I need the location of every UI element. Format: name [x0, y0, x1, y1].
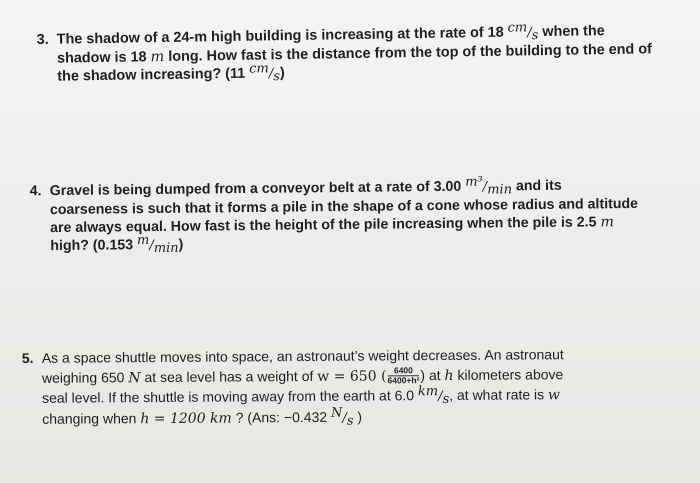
unit-numerator: cm	[249, 61, 269, 77]
problem-5	[21, 345, 564, 430]
fraction	[387, 366, 419, 385]
unit-denominator: s	[442, 391, 450, 408]
problem-number: 3.	[36, 31, 49, 48]
problem-text: )	[357, 408, 363, 425]
problem-text: ? (Ans: −0.432	[235, 408, 328, 425]
math-variable: m	[150, 48, 165, 66]
problem-text: the shadow increasing? (11	[57, 65, 246, 85]
problem-text: shadow is 18	[56, 49, 147, 67]
problem-3	[36, 20, 653, 86]
problem-text: at sea level has a weight of	[144, 367, 314, 385]
unit-denominator: s	[346, 413, 354, 429]
unit-numerator: m	[136, 233, 150, 249]
unit-numerator: cm	[507, 20, 528, 36]
problem-4	[29, 174, 639, 256]
unit-rate: km/s	[417, 384, 450, 408]
unit-numerator: N	[330, 405, 343, 421]
unit-denominator: min	[153, 240, 179, 256]
math-variable: N	[128, 369, 141, 386]
problem-text: when the	[542, 23, 605, 41]
problem-text: , at what rate is	[449, 386, 545, 403]
problem-text: kilometers above	[457, 365, 564, 383]
problem-text: and its	[515, 177, 562, 195]
problem-text: )	[178, 236, 184, 253]
unit-denominator: min	[487, 182, 513, 198]
problem-number: 4.	[29, 183, 42, 200]
answer-unit: N/s	[330, 405, 354, 429]
math-expression: h = 1200 km	[140, 409, 232, 427]
fraction-numerator: 6400	[387, 366, 419, 376]
problem-number: 5.	[21, 349, 34, 366]
problem-text: high? (0.153	[50, 237, 134, 255]
math-expression: w = 650 (	[317, 367, 387, 385]
problem-text: long. How fast is the distance from the top of the building to the end of	[168, 41, 652, 65]
problem-line	[42, 406, 564, 430]
fraction-denominator: 6400+h²	[387, 375, 420, 386]
problem-line: coarseness is such that it forms a pile in the shape of a cone whose radius and altitude	[49, 195, 639, 219]
problem-line: As a space shuttle moves into space, an astronaut’s weight decreases. An astronaut	[41, 346, 564, 366]
unit-numerator: m³	[465, 174, 483, 190]
problem-line	[42, 385, 564, 409]
unit-rate: m³/min	[465, 174, 513, 198]
problem-text: The shadow of a 24-m high building is increasing at the rate of 18	[56, 24, 504, 48]
answer-unit: m/min	[136, 233, 179, 256]
problem-text: Gravel is being dumped from a conveyor belt at a rate of 3.00	[49, 178, 462, 200]
answer-unit: cm/s	[249, 61, 281, 85]
problem-text: seal level. If the shuttle is moving away from the earth at 6.0	[42, 387, 415, 406]
problem-text: changing when	[42, 409, 137, 427]
math-variable: w	[547, 387, 561, 404]
math-variable: m	[600, 214, 614, 231]
problem-text: are always equal. How fast is the height of the pile increasing when the pile is 2.5	[50, 214, 597, 237]
unit-numerator: km	[417, 384, 439, 400]
problem-text: ) at	[420, 366, 441, 383]
unit-rate: cm/s	[507, 20, 539, 44]
problem-text: weighing 650	[41, 368, 125, 386]
math-variable: h	[444, 367, 454, 384]
problem-text: )	[279, 65, 285, 82]
problem-line	[50, 231, 638, 256]
unit-denominator: s	[273, 69, 281, 85]
unit-denominator: s	[531, 28, 539, 44]
